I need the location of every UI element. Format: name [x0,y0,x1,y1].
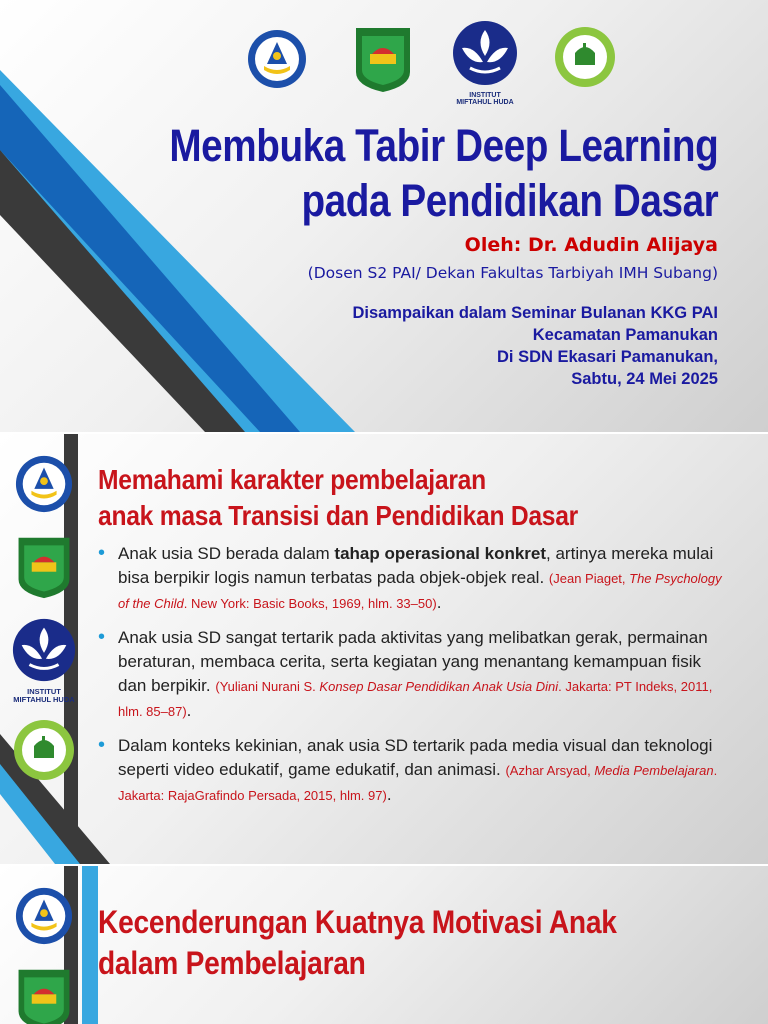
event-details: Disampaikan dalam Seminar Bulanan KKG PAI Kecamatan Pamanukan Di SDN Ekasari Pamanukan, Sabtu, 24 Mei 2025 [352,304,718,388]
citation: (Yuliani Nurani S. Konsep Dasar Pendidikan Anak Usia Dini. Jakarta: PT Indeks, 2011, hlm. 85–87) [118,679,713,719]
presentation-title: Membuka Tabir Deep Learning pada Pendidikan Dasar [169,120,718,226]
imh-logo-caption: INSTITUT MIFTAHUL HUDA [456,92,514,107]
bullet-icon: • [98,626,106,648]
kkg-pai-logo [12,718,76,787]
slide-title [0,0,768,432]
subang-logo [14,966,74,1024]
bullet-list [98,542,730,818]
slide-karakter-pembelajaran [0,434,768,864]
imh-logo [450,18,520,93]
kemdikbud-logo [14,886,74,951]
bullet-icon: • [98,542,106,564]
kemdikbud-logo [246,28,308,95]
slide-heading: Kecenderungan Kuatnya Motivasi Anak dalam Pembelajaran [98,904,617,981]
slide-motivasi-anak [0,866,768,1024]
citation: (Jean Piaget, The Psychology of the Child. New York: Basic Books, 1969, hlm. 33–50) [118,571,722,611]
list-item: • Anak usia SD sangat tertarik pada aktivitas yang melibatkan gerak, permainan beraturan, membaca cerita, serta kegiatan yang menantang kemampuan fisik dan berpikir. (Yuliani Nurani S. Konsep Dasar Pendidikan Anak Usia Dini. Jakarta: PT Indeks, 2011, hlm. 85–87). [98,626,713,720]
presenter-position: (Dosen S2 PAI/ Dekan Fakultas Tarbiyah IMH Subang) [307,264,718,282]
kemdikbud-logo [14,454,74,519]
citation: (Azhar Arsyad, Media Pembelajaran. Jakarta: RajaGrafindo Persada, 2015, hlm. 97) [118,763,718,803]
bullet-icon: • [98,734,106,756]
list-item: • Anak usia SD berada dalam tahap operasional konkret, artinya mereka mulai bisa berpikir logis namun terbatas pada objek-objek real. (Jean Piaget, The Psychology of the Child. New York: Basic Books, 1969, hlm. 33–50). [98,542,722,612]
presenter-name: Oleh: Dr. Adudin Alijaya [464,234,718,256]
slide-heading: Memahami karakter pembelajaran anak masa Transisi dan Pendidikan Dasar [98,464,578,531]
list-item: • Dalam konteks kekinian, anak usia SD tertarik pada media visual dan teknologi seperti video edukatif, game edukatif, dan animasi. (Azhar Arsyad, Media Pembelajaran. Jakarta: RajaGrafindo Persada, 2015, hlm. 97). [98,734,718,804]
imh-logo-caption: INSTITUT MIFTAHUL HUDA [13,687,75,704]
subang-logo [14,534,74,605]
subang-logo [352,24,414,99]
kkg-pai-logo [553,25,617,94]
imh-logo [10,616,78,689]
